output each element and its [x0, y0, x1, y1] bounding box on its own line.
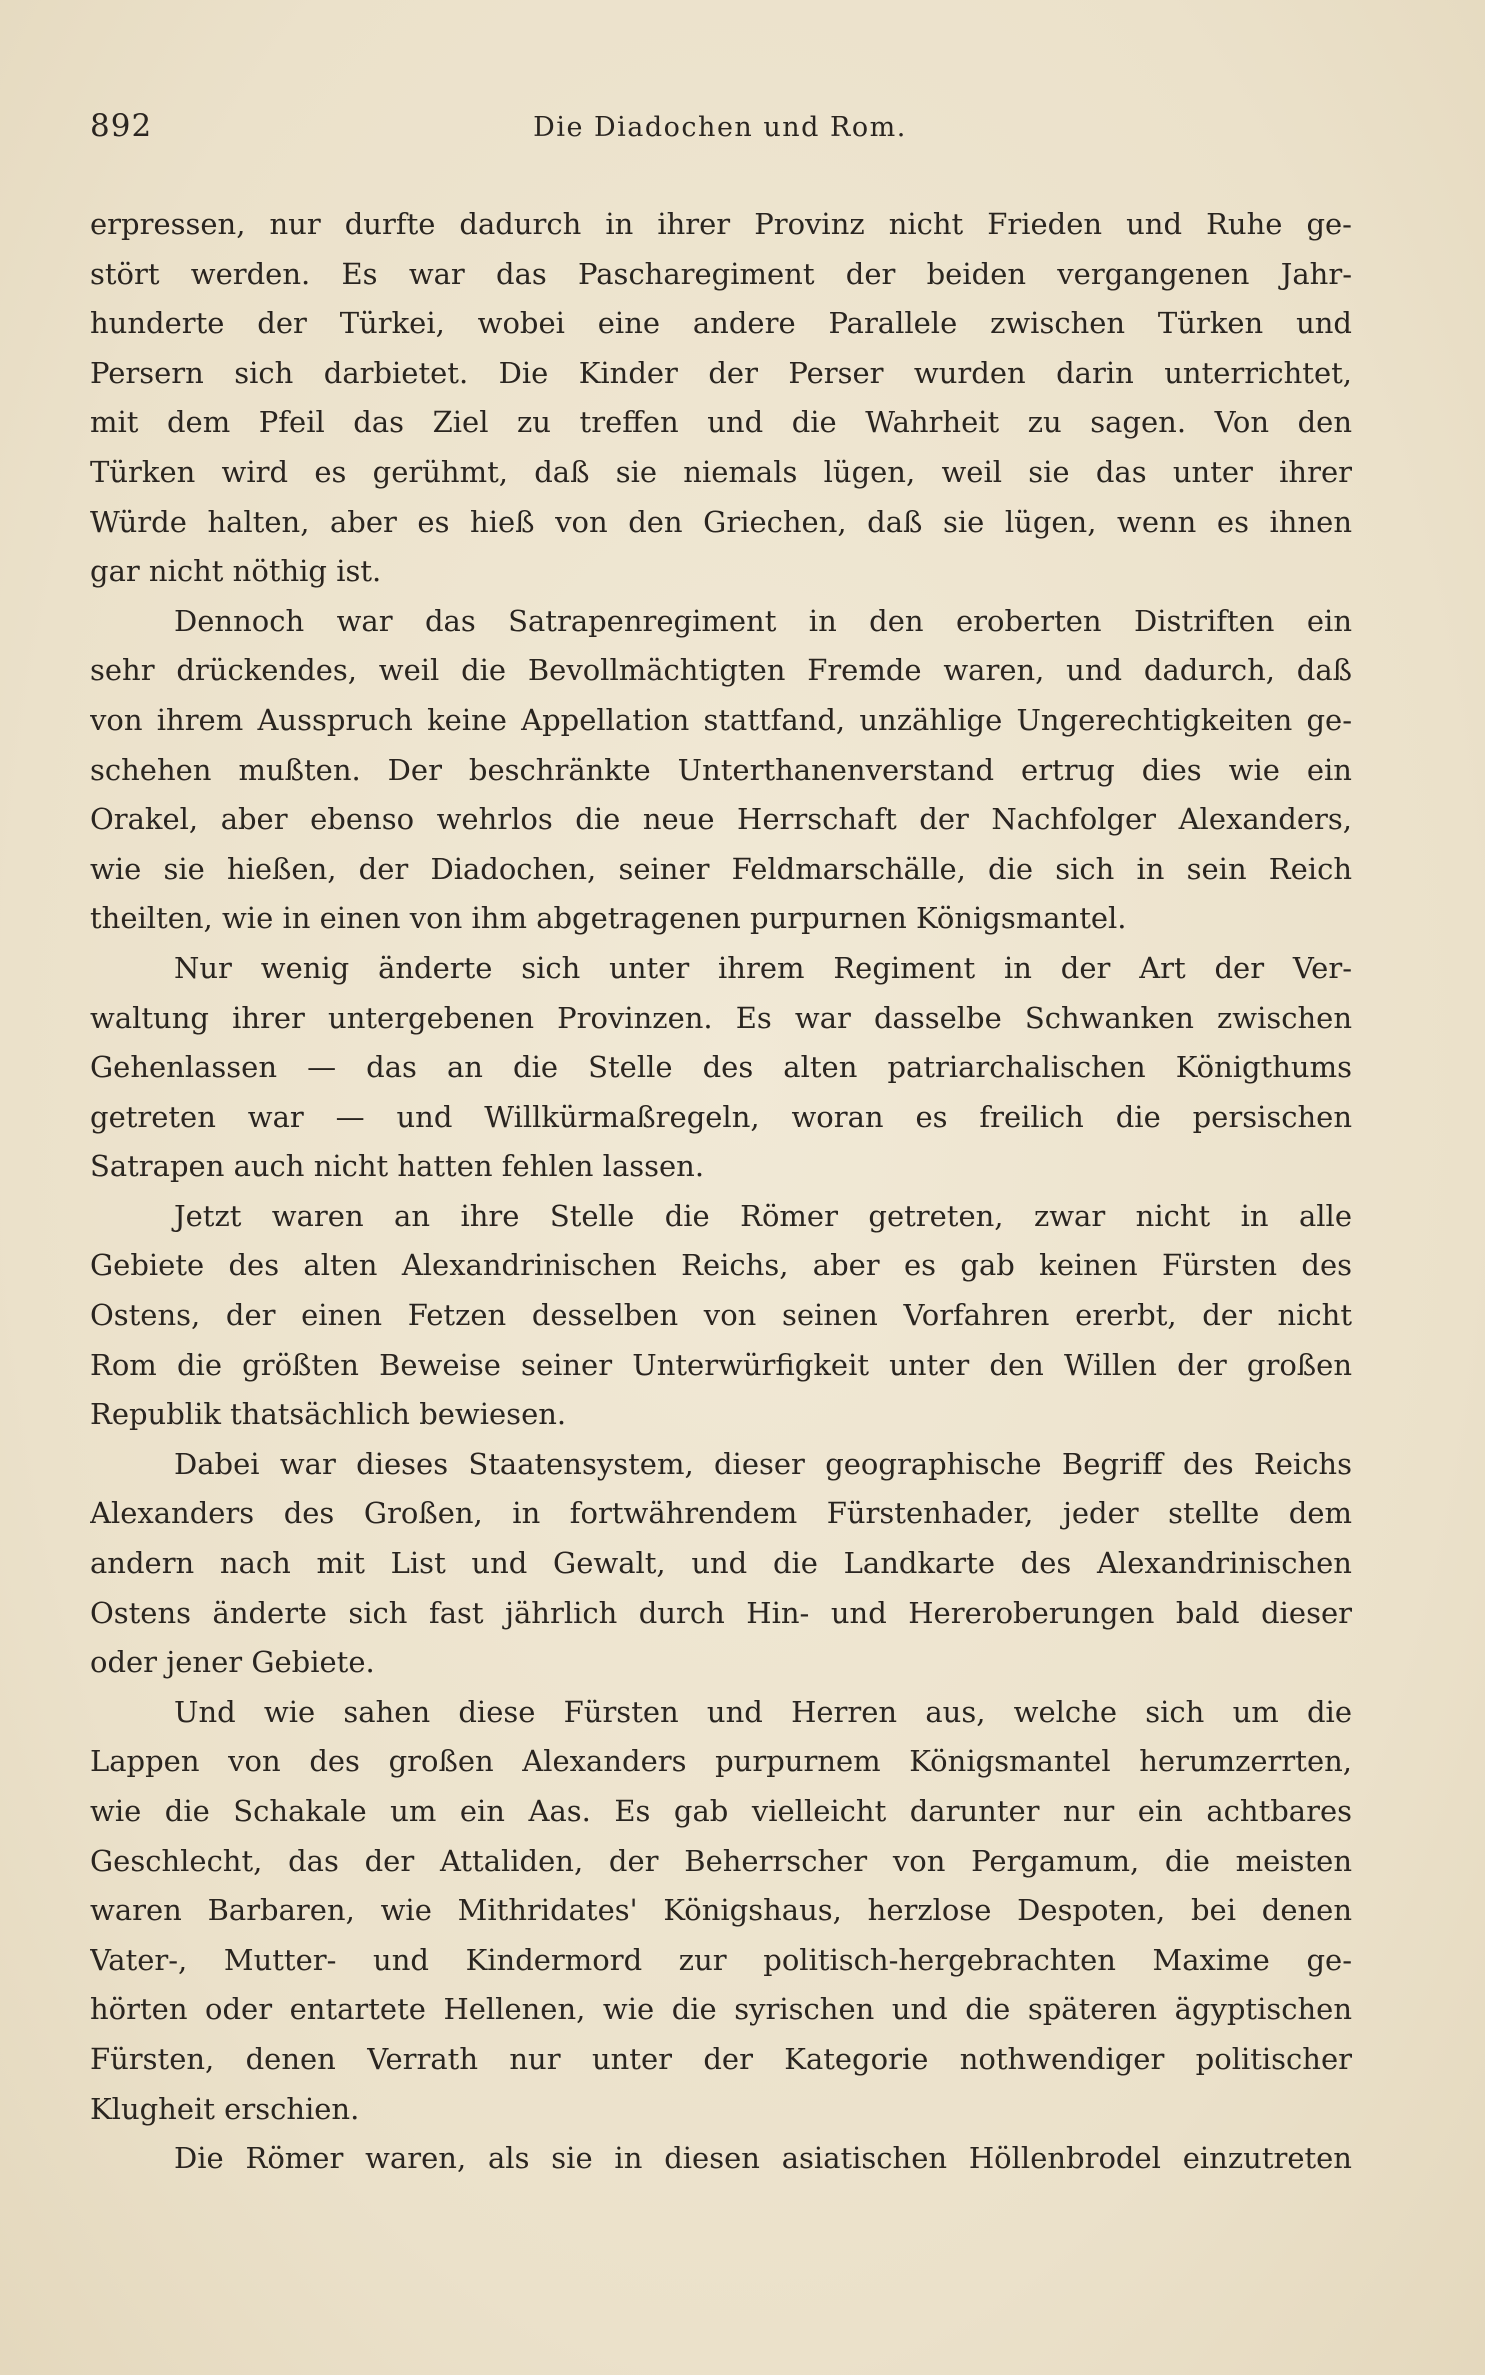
text-line: Lappen von des großen Alexanders purpurnem Königsmantel herumzerrten, [90, 1744, 1352, 1779]
text-line: Klugheit erschien. [90, 2091, 360, 2126]
text-line: mit dem Pfeil das Ziel zu treffen und die Wahrheit zu sagen. Von den [90, 405, 1352, 440]
page-number: 892 [90, 108, 153, 144]
text-line: Jetzt waren an ihre Stelle die Römer getreten, zwar nicht in alle [174, 1198, 1352, 1233]
text-line: theilten, wie in einen von ihm abgetragenen purpurnen Königsmantel. [90, 901, 1127, 936]
running-head: Die Diadochen und Rom. [533, 112, 907, 143]
text-line: Würde halten, aber es hieß von den Griechen, daß sie lügen, wenn es ihnen [90, 504, 1352, 539]
text-line: andern nach mit List und Gewalt, und die Landkarte des Alexandrinischen [90, 1546, 1352, 1581]
text-line: Türken wird es gerühmt, daß sie niemals lügen, weil sie das unter ihrer [90, 454, 1352, 489]
text-line: Gehenlassen — das an die Stelle des alten patriarchalischen Königthums [90, 1050, 1352, 1085]
text-line: Dabei war dieses Staatensystem, dieser geographische Begriff des Reichs [174, 1446, 1352, 1481]
text-line: waltung ihrer untergebenen Provinzen. Es war dasselbe Schwanken zwischen [90, 1000, 1352, 1035]
text-line: waren Barbaren, wie Mithridates' Königshaus, herzlose Despoten, bei denen [90, 1893, 1352, 1928]
text-line: Persern sich darbietet. Die Kinder der Perser wurden darin unterrichtet, [90, 355, 1352, 390]
text-line: Nur wenig änderte sich unter ihrem Regiment in der Art der Ver- [174, 950, 1352, 985]
text-line: stört werden. Es war das Pascharegiment der beiden vergangenen Jahr- [90, 256, 1352, 291]
text-line: Die Römer waren, als sie in diesen asiatischen Höllenbrodel einzutreten [174, 2141, 1352, 2176]
text-line: Rom die größten Beweise seiner Unterwürfigkeit unter den Willen der großen [90, 1347, 1352, 1382]
text-line: von ihrem Ausspruch keine Appellation stattfand, unzählige Ungerechtigkeiten ge- [90, 702, 1352, 737]
text-line: Republik thatsächlich bewiesen. [90, 1397, 567, 1432]
text-line: sehr drückendes, weil die Bevollmächtigten Fremde waren, und dadurch, daß [90, 653, 1352, 688]
page-header [90, 108, 1350, 152]
text-line: Und wie sahen diese Fürsten und Herren aus, welche sich um die [174, 1694, 1352, 1729]
text-line: hunderte der Türkei, wobei eine andere Parallele zwischen Türken und [90, 306, 1352, 341]
text-line: gar nicht nöthig ist. [90, 554, 382, 589]
text-line: Satrapen auch nicht hatten fehlen lassen. [90, 1149, 705, 1184]
text-line: Geschlecht, das der Attaliden, der Beherrscher von Pergamum, die meisten [90, 1843, 1352, 1878]
text-line: schehen mußten. Der beschränkte Unterthanenverstand ertrug dies wie ein [90, 752, 1352, 787]
text-line: Orakel, aber ebenso wehrlos die neue Herrschaft der Nachfolger Alexanders, [90, 802, 1352, 837]
text-line: wie die Schakale um ein Aas. Es gab vielleicht darunter nur ein achtbares [90, 1794, 1352, 1828]
text-line: Dennoch war das Satrapenregiment in den eroberten Distriften ein [174, 603, 1352, 638]
text-line: Ostens änderte sich fast jährlich durch Hin- und Hereroberungen bald dieser [90, 1595, 1352, 1630]
text-line: getreten war — und Willkürmaßregeln, woran es freilich die persischen [90, 1099, 1352, 1134]
text-line: Ostens, der einen Fetzen desselben von seinen Vorfahren ererbt, der nicht [90, 1298, 1352, 1333]
text-line: Alexanders des Großen, in fortwährendem Fürstenhader, jeder stellte dem [90, 1496, 1352, 1531]
text-line: hörten oder entartete Hellenen, wie die syrischen und die späteren ägyptischen [90, 1992, 1352, 2027]
text-line: Fürsten, denen Verrath nur unter der Kategorie nothwendiger politischer [90, 2041, 1352, 2076]
body-text [90, 200, 1352, 2184]
text-line: erpressen, nur durfte dadurch in ihrer Provinz nicht Frieden und Ruhe ge- [90, 207, 1352, 241]
text-line: wie sie hießen, der Diadochen, seiner Feldmarschälle, die sich in sein Reich [90, 851, 1352, 886]
text-line: Vater-, Mutter- und Kindermord zur politisch-hergebrachten Maxime ge- [90, 1942, 1352, 1977]
text-line: oder jener Gebiete. [90, 1645, 375, 1680]
text-line: Gebiete des alten Alexandrinischen Reichs, aber es gab keinen Fürsten des [90, 1248, 1352, 1283]
